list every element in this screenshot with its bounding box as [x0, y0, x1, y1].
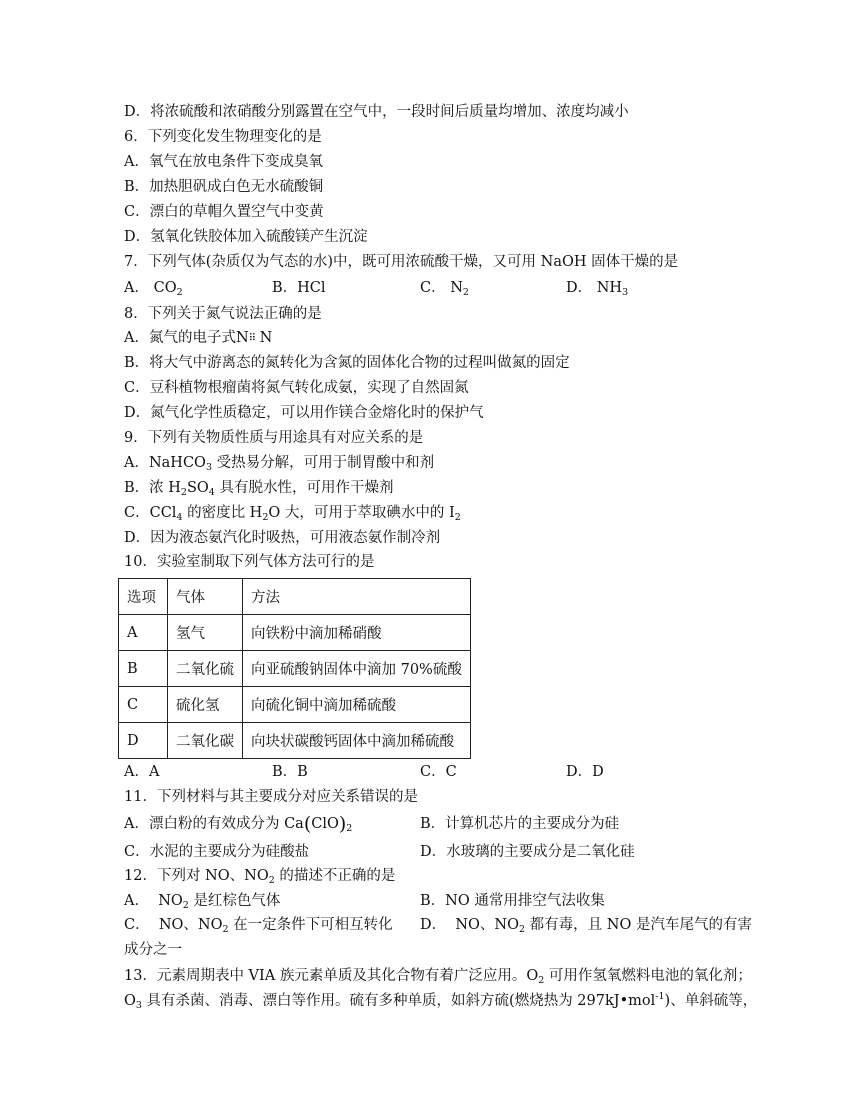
table-header-cell: 气体	[168, 579, 243, 615]
q7-option-a: A． $CO_2$	[124, 280, 183, 298]
q8-option-d: D．氮气化学性质稳定，可以用作镁合金熔化时的保护气	[124, 405, 484, 421]
q8-option-c: C．豆科植物根瘤菌将氮气转化成氨，实现了自然固氮	[124, 380, 469, 396]
q10-table	[118, 578, 471, 759]
q10-option-b: B．B	[272, 764, 308, 780]
q9-option-b: B．浓 $H_2SO_4$ 具有脱水性，可用作干燥剂	[124, 480, 394, 498]
q8-stem: 8．下列关于氮气说法正确的是	[124, 306, 322, 322]
q6-option-d: D．氢氧化铁胶体加入硫酸镁产生沉淀	[124, 229, 368, 245]
table-cell: 二氧化硫	[168, 651, 243, 687]
q12-option-d: D． NO、$NO_2$ 都有毒，且 NO 是汽车尾气的有害	[420, 917, 752, 935]
q10-option-a: A．A	[124, 764, 160, 780]
table-cell: 向硫化铜中滴加稀硫酸	[243, 687, 471, 723]
q6-option-a: A．氧气在放电条件下变成臭氧	[124, 154, 323, 170]
q8-option-b: B．将大气中游离态的氮转化为含氮的固体化合物的过程叫做氮的固定	[124, 355, 570, 371]
q12-option-c: C． NO、$NO_2$ 在一定条件下可相互转化	[124, 917, 393, 935]
table-cell: 向亚硫酸钠固体中滴加 70%硫酸	[243, 651, 471, 687]
table-cell: 二氧化碳	[168, 723, 243, 759]
table-row	[119, 651, 471, 687]
q11-option-a: A．漂白粉的有效成分为 $Ca(ClO)_2$	[124, 813, 353, 835]
q9-option-c: C．CCl$_4$ 的密度比 $H_2O$ 大，可用于萃取碘水中的 $I_2$	[124, 505, 461, 523]
q6-option-b: B．加热胆矾成白色无水硫酸铜	[124, 179, 324, 195]
table-cell: A	[119, 615, 168, 651]
q6-option-c: C．漂白的草帽久置空气中变黄	[124, 204, 324, 220]
q12-stem: 12．下列对 NO、$NO_2$ 的描述不正确的是	[124, 868, 396, 886]
q13-stem-line1: 13．元素周期表中 VIA 族元素单质及其化合物有着广泛应用。$O_2$ 可用作氢氧燃料电池的氧化剂；	[124, 968, 752, 986]
q7-option-d: D． $NH_3$	[566, 280, 629, 298]
table-row	[119, 615, 471, 651]
table-cell: B	[119, 651, 168, 687]
q8-option-a: A．氮气的电子式N⠿ N	[124, 330, 273, 346]
table-cell: C	[119, 687, 168, 723]
table-header-cell: 选项	[119, 579, 168, 615]
q5-option-d: D．将浓硫酸和浓硝酸分别露置在空气中，一段时间后质量均增加、浓度均减小	[124, 104, 629, 120]
table-header-cell: 方法	[243, 579, 471, 615]
q12-option-a: A． $NO_2$ 是红棕色气体	[124, 893, 281, 911]
q7-stem: 7．下列气体(杂质仅为气态的水)中，既可用浓硫酸干燥，又可用 NaOH 固体干燥的是	[124, 254, 679, 270]
q7-option-b: B．HCl	[272, 280, 326, 296]
q12-option-d-continued: 成分之一	[124, 942, 182, 958]
table-row	[119, 687, 471, 723]
table-header-row	[119, 579, 471, 615]
q11-option-c: C．水泥的主要成分为硅酸盐	[124, 844, 310, 860]
q11-option-d: D．水玻璃的主要成分是二氧化硅	[420, 844, 635, 860]
q6-stem: 6．下列变化发生物理变化的是	[124, 129, 322, 145]
q11-option-b: B．计算机芯片的主要成分为硅	[420, 816, 620, 832]
q13-stem-line2: $O_3$ 具有杀菌、消毒、漂白等作用。硫有多种单质，如斜方硫(燃烧热为 297kJ•mol$^{-1}$)、单斜硫等，	[124, 991, 758, 1011]
q12-option-b: B．NO 通常用排空气法收集	[420, 893, 605, 909]
q10-stem: 10．实验室制取下列气体方法可行的是	[124, 554, 375, 570]
table-cell: 氢气	[168, 615, 243, 651]
triple-bond-dots-icon: ⠿	[248, 333, 255, 344]
table-cell: 向铁粉中滴加稀硝酸	[243, 615, 471, 651]
q9-stem: 9．下列有关物质性质与用途具有对应关系的是	[124, 430, 424, 446]
q9-option-d: D．因为液态氨汽化时吸热，可用液态氨作制冷剂	[124, 530, 441, 546]
q11-stem: 11．下列材料与其主要成分对应关系错误的是	[124, 789, 418, 805]
q9-option-a: A．NaHCO$_3$ 受热易分解，可用于制胃酸中和剂	[124, 455, 435, 473]
q10-option-c: C．C	[420, 764, 457, 780]
table-cell: D	[119, 723, 168, 759]
table-cell: 向块状碳酸钙固体中滴加稀硫酸	[243, 723, 471, 759]
table-row	[119, 723, 471, 759]
table-cell: 硫化氢	[168, 687, 243, 723]
q7-option-c: C． $N_2$	[420, 280, 469, 298]
q10-option-d: D．D	[566, 764, 604, 780]
